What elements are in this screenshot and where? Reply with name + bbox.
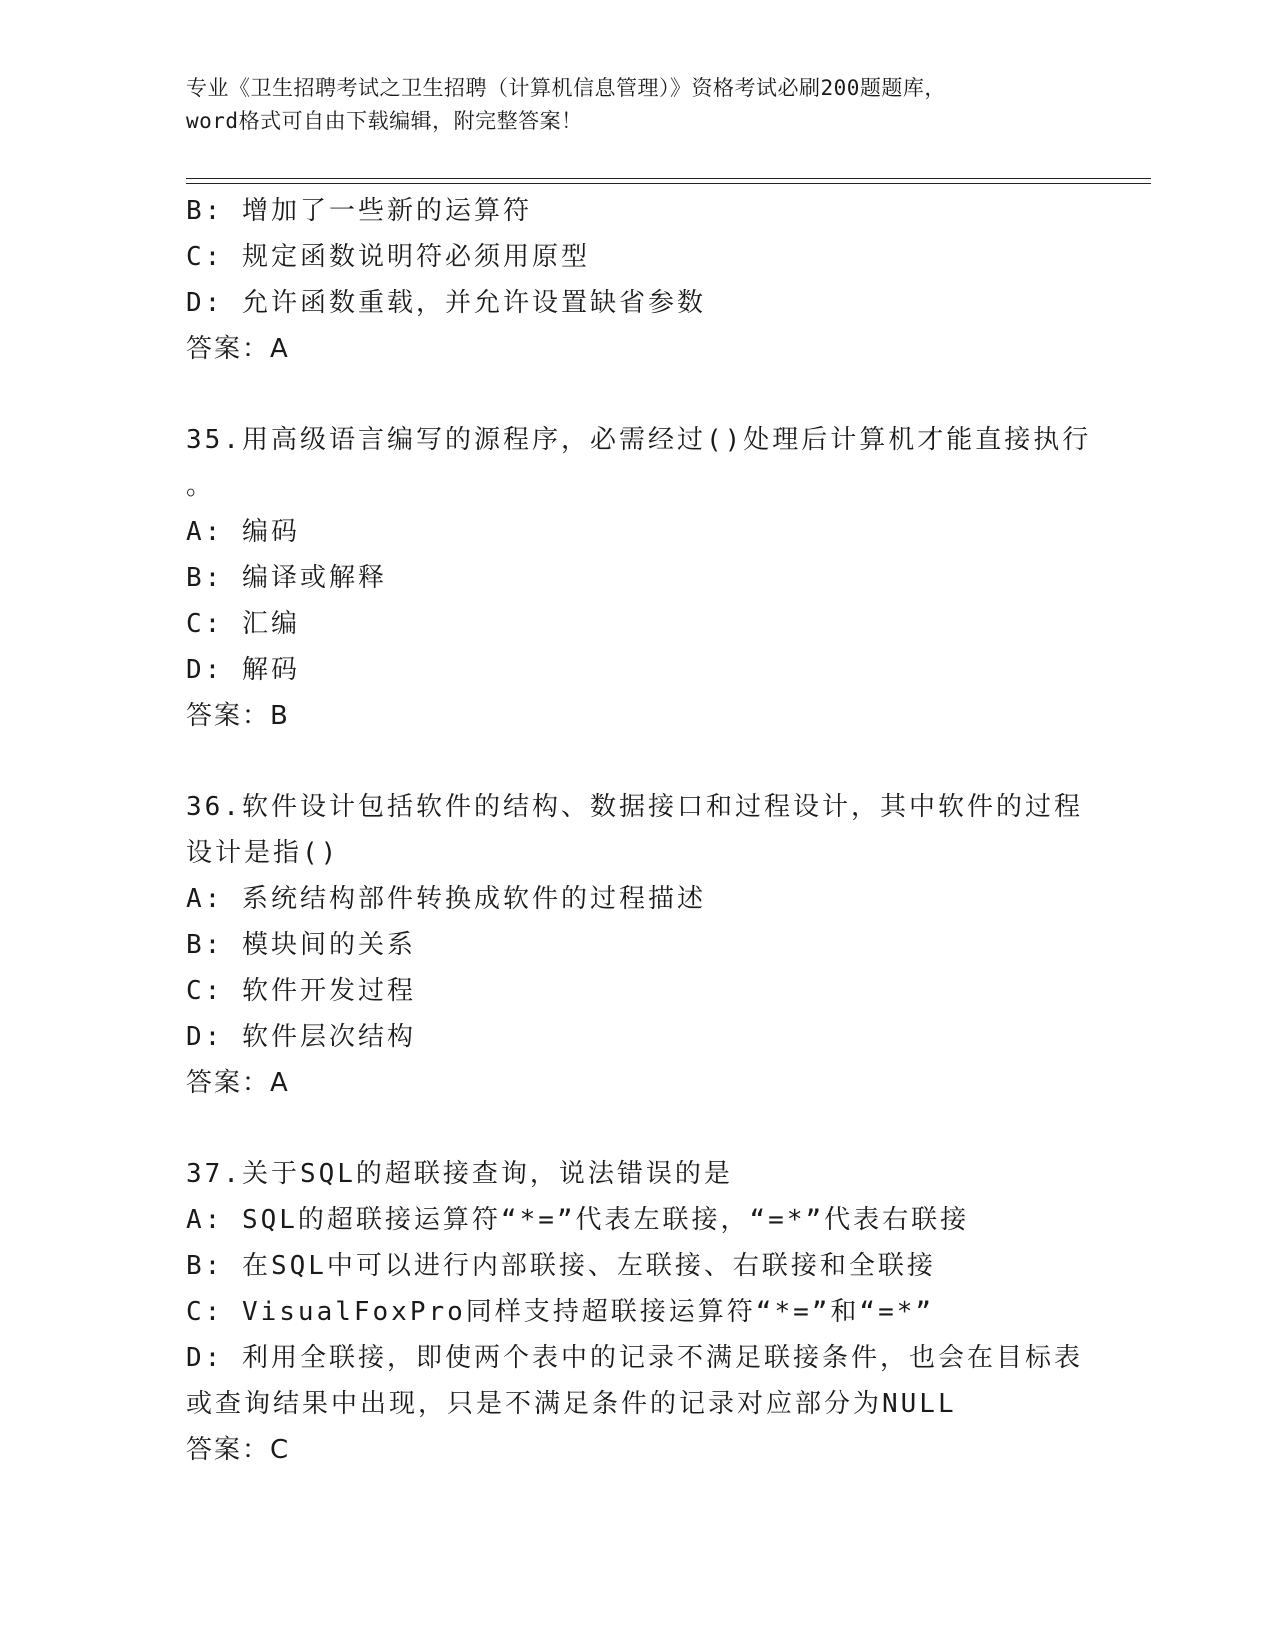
question-list — [186, 188, 1092, 1473]
answer-line: 答案：A — [186, 1068, 290, 1098]
option-a: A: 编码 — [186, 517, 300, 547]
question-text-continued: 。 — [186, 471, 216, 501]
header-divider-bottom — [186, 183, 1151, 184]
question-text: 36.软件设计包括软件的结构、数据接口和过程设计，其中软件的过程 — [186, 792, 1083, 822]
header-divider-top — [186, 178, 1151, 179]
spacer — [186, 372, 1076, 417]
document-header — [186, 72, 1066, 138]
spacer — [186, 1106, 1076, 1151]
answer-line: 答案：A — [186, 334, 290, 364]
spacer — [186, 739, 1076, 784]
option-a: A: SQL的超联接运算符“*=”代表左联接，“=*”代表右联接 — [186, 1205, 970, 1235]
option-d: D: 利用全联接，即使两个表中的记录不满足联接条件，也会在目标表 — [186, 1343, 1083, 1373]
header-line-1: 专业《卫生招聘考试之卫生招聘（计算机信息管理）》资格考试必刷200题题库， — [186, 76, 946, 100]
question-37 — [186, 1151, 1083, 1473]
option-b: B: 增加了一些新的运算符 — [186, 196, 532, 226]
question-text: 37.关于SQL的超联接查询，说法错误的是 — [186, 1159, 733, 1189]
option-d: D: 解码 — [186, 655, 300, 685]
question-35 — [186, 417, 1092, 739]
option-c: C: 规定函数说明符必须用原型 — [186, 242, 590, 272]
answer-line: 答案：B — [186, 701, 290, 731]
question-text: 35.用高级语言编写的源程序，必需经过()处理后计算机才能直接执行 — [186, 425, 1092, 455]
option-d: D: 允许函数重载，并允许设置缺省参数 — [186, 288, 706, 318]
previous-question — [186, 188, 1076, 372]
option-b: B: 在SQL中可以进行内部联接、左联接、右联接和全联接 — [186, 1251, 936, 1281]
question-text-continued: 设计是指() — [186, 838, 340, 868]
option-d: D: 软件层次结构 — [186, 1022, 416, 1052]
option-d-continued: 或查询结果中出现，只是不满足条件的记录对应部分为NULL — [186, 1389, 957, 1419]
option-b: B: 编译或解释 — [186, 563, 387, 593]
question-36 — [186, 784, 1083, 1106]
option-b: B: 模块间的关系 — [186, 930, 416, 960]
option-a: A: 系统结构部件转换成软件的过程描述 — [186, 884, 706, 914]
option-c: C: 汇编 — [186, 609, 300, 639]
header-line-2: word格式可自由下载编辑，附完整答案！ — [186, 109, 583, 133]
option-c: C: 软件开发过程 — [186, 976, 416, 1006]
option-c: C: VisualFoxPro同样支持超联接运算符“*=”和“=*” — [186, 1297, 935, 1327]
answer-line: 答案：C — [186, 1435, 291, 1465]
